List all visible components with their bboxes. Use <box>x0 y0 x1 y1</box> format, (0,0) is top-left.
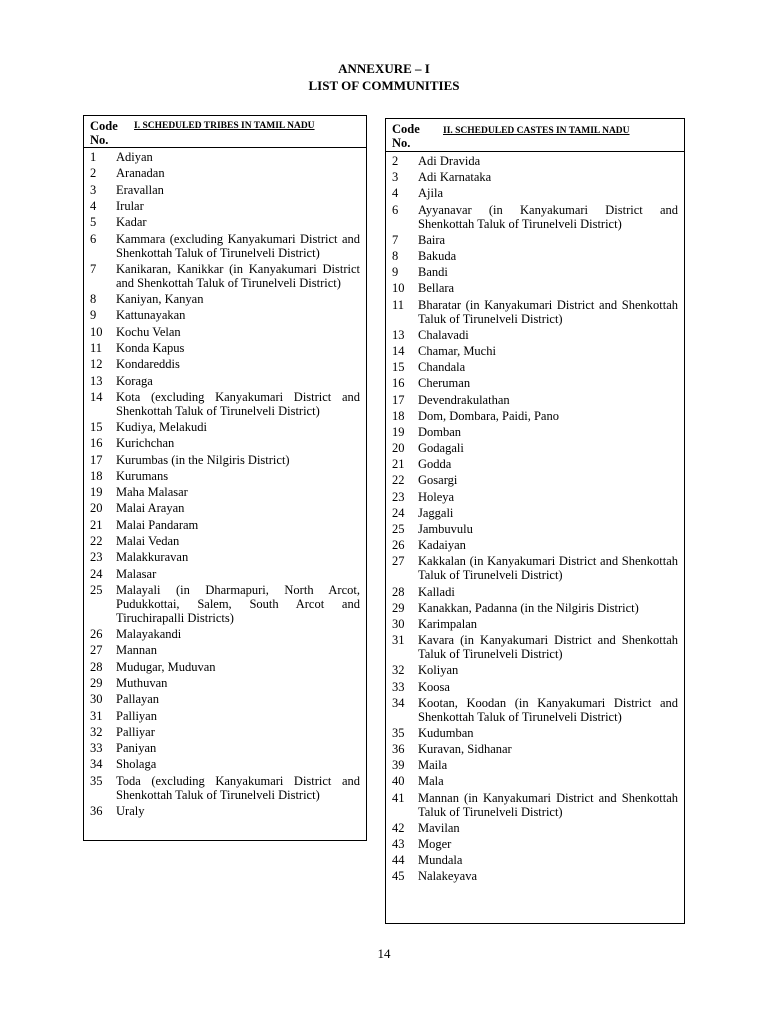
table-row <box>386 456 684 472</box>
code-cell: 17 <box>392 392 405 407</box>
community-name-cell: Malai Arayan <box>116 501 185 516</box>
community-name-cell: Mavilan <box>418 820 460 835</box>
table-row <box>84 340 366 356</box>
code-cell: 34 <box>90 757 103 772</box>
code-cell: 4 <box>392 186 399 201</box>
community-name-cell: Kaniyan, Kanyan <box>116 292 204 307</box>
code-cell: 23 <box>392 489 405 504</box>
code-cell: 43 <box>392 837 405 852</box>
community-name-cell: Maila <box>418 758 448 773</box>
table-row <box>386 741 684 757</box>
table-row <box>386 616 684 632</box>
code-cell: 23 <box>90 550 103 565</box>
community-name-cell: Kota (excluding Kanyakumari District and Shenkottah Taluk of Tirunelveli District) <box>116 389 360 418</box>
community-name-cell: Mundala <box>418 853 463 868</box>
community-name-cell: Mannan (in Kanyakumari District and Shenkottah Taluk of Tirunelveli District) <box>418 790 678 819</box>
table-header <box>386 119 684 152</box>
code-cell: 7 <box>90 261 97 276</box>
code-cell: 28 <box>392 584 405 599</box>
code-cell: 29 <box>392 600 405 615</box>
code-cell: 19 <box>392 424 405 439</box>
community-name-cell: Kalladi <box>418 584 455 599</box>
code-cell: 30 <box>392 616 405 631</box>
community-name-cell: Bellara <box>418 281 455 296</box>
code-cell: 12 <box>90 357 103 372</box>
code-cell: 15 <box>90 420 103 435</box>
community-name-cell: Moger <box>418 837 452 852</box>
table-row <box>84 198 366 214</box>
code-cell: 22 <box>90 534 103 549</box>
code-cell: 13 <box>392 327 405 342</box>
code-cell: 27 <box>90 643 103 658</box>
community-name-cell: Devendrakulathan <box>418 392 510 407</box>
code-cell: 42 <box>392 820 405 835</box>
code-cell: 41 <box>392 790 405 805</box>
code-cell: 30 <box>90 692 103 707</box>
table-body <box>386 152 684 885</box>
code-cell: 10 <box>392 281 405 296</box>
community-name-cell: Koliyan <box>418 663 459 678</box>
code-cell: 14 <box>392 343 405 358</box>
community-name-cell: Kammara (excluding Kanyakumari District and Shenkottah Taluk of Tirunelveli District) <box>116 231 360 260</box>
table-row <box>84 549 366 565</box>
code-cell: 34 <box>392 695 405 710</box>
table-row <box>84 372 366 388</box>
code-cell: 6 <box>90 231 97 246</box>
code-cell: 35 <box>392 725 405 740</box>
code-cell: 39 <box>392 758 405 773</box>
code-cell: 18 <box>392 408 405 423</box>
community-name-cell: Jambuvulu <box>418 522 473 537</box>
code-cell: 2 <box>90 166 97 181</box>
community-name-cell: Chandala <box>418 360 466 375</box>
code-cell: 16 <box>90 436 103 451</box>
code-cell: 36 <box>90 803 103 818</box>
code-cell: 3 <box>392 170 399 185</box>
community-name-cell: Malasar <box>116 566 157 581</box>
community-name-cell: Adi Karnataka <box>418 170 492 185</box>
table-row <box>84 691 366 707</box>
table-row <box>84 214 366 230</box>
community-name-cell: Pallayan <box>116 692 160 707</box>
code-cell: 36 <box>392 742 405 757</box>
table-row <box>84 261 366 291</box>
annexure-heading: ANNEXURE – I <box>338 61 430 76</box>
code-cell: 25 <box>90 582 103 597</box>
community-name-cell: Malai Vedan <box>116 534 180 549</box>
community-name-cell: Maha Malasar <box>116 485 188 500</box>
code-cell: 6 <box>392 202 399 217</box>
table-row <box>386 489 684 505</box>
community-name-cell: Kanakkan, Padanna (in the Nilgiris District) <box>418 600 639 615</box>
table-row <box>84 582 366 626</box>
table-row <box>386 820 684 836</box>
code-cell: 44 <box>392 853 405 868</box>
table-row <box>386 424 684 440</box>
code-cell: 24 <box>90 566 103 581</box>
code-cell: 32 <box>392 663 405 678</box>
table-row <box>84 517 366 533</box>
table-row <box>386 632 684 662</box>
table-row <box>386 375 684 391</box>
table-row <box>84 419 366 435</box>
code-cell: 26 <box>90 627 103 642</box>
table-row <box>84 533 366 549</box>
code-column-header: Code No. <box>90 119 118 147</box>
code-cell: 21 <box>392 457 405 472</box>
community-name-cell: Ayyanavar (in Kanyakumari District and Shenkottah Taluk of Tirunelveli District) <box>418 202 678 231</box>
community-name-cell: Karimpalan <box>418 616 478 631</box>
table-row <box>386 248 684 264</box>
code-cell: 45 <box>392 869 405 884</box>
code-column-header: Code No. <box>392 122 420 150</box>
table-row <box>386 505 684 521</box>
table-row <box>84 642 366 658</box>
code-cell: 21 <box>90 517 103 532</box>
table-row <box>386 790 684 820</box>
community-name-cell: Eravallan <box>116 182 164 197</box>
community-name-cell: Kuravan, Sidhanar <box>418 742 512 757</box>
community-name-cell: Muthuvan <box>116 676 168 691</box>
code-cell: 19 <box>90 485 103 500</box>
community-name-cell: Aranadan <box>116 166 165 181</box>
code-cell: 33 <box>90 741 103 756</box>
community-name-cell: Irular <box>116 198 144 213</box>
community-name-cell: Palliyan <box>116 708 157 723</box>
community-name-cell: Malai Pandaram <box>116 517 199 532</box>
code-cell: 2 <box>392 154 399 169</box>
community-name-cell: Paniyan <box>116 741 157 756</box>
table-row <box>386 584 684 600</box>
table-row <box>84 756 366 772</box>
community-name-cell: Kurumbas (in the Nilgiris District) <box>116 452 290 467</box>
community-name-cell: Koraga <box>116 373 153 388</box>
table-row <box>386 852 684 868</box>
table-row <box>84 773 366 803</box>
code-cell: 4 <box>90 198 97 213</box>
community-name-cell: Chalavadi <box>418 327 469 342</box>
section-title: I. SCHEDULED TRIBES IN TAMIL NADU <box>134 121 315 131</box>
code-cell: 16 <box>392 376 405 391</box>
table-row <box>84 182 366 198</box>
table-row <box>84 291 366 307</box>
table-row <box>386 757 684 773</box>
code-cell: 5 <box>90 215 97 230</box>
table-row <box>84 565 366 581</box>
code-cell: 18 <box>90 468 103 483</box>
scheduled-tribes-table <box>83 115 367 841</box>
table-row <box>386 169 684 185</box>
table-row <box>84 724 366 740</box>
community-name-cell: Gosargi <box>418 473 458 488</box>
table-row <box>84 707 366 723</box>
community-name-cell: Jaggali <box>418 505 454 520</box>
table-row <box>386 327 684 343</box>
community-name-cell: Palliyar <box>116 724 155 739</box>
code-cell: 8 <box>90 292 97 307</box>
code-cell: 11 <box>392 297 405 312</box>
table-row <box>386 521 684 537</box>
code-cell: 28 <box>90 659 103 674</box>
table-row <box>386 695 684 725</box>
community-name-cell: Dom, Dombara, Paidi, Pano <box>418 408 559 423</box>
community-name-cell: Kavara (in Kanyakumari District and Shenkottah Taluk of Tirunelveli District) <box>418 633 678 662</box>
code-cell: 11 <box>90 340 103 355</box>
section-title: II. SCHEDULED CASTES IN TAMIL NADU <box>443 126 630 136</box>
code-cell: 31 <box>90 708 103 723</box>
table-row <box>386 391 684 407</box>
table-row <box>386 868 684 884</box>
community-name-cell: Holeya <box>418 489 455 504</box>
table-row <box>386 202 684 232</box>
table-row <box>84 803 366 819</box>
community-name-cell: Domban <box>418 424 462 439</box>
code-cell: 25 <box>392 522 405 537</box>
table-row <box>386 773 684 789</box>
table-row <box>386 408 684 424</box>
code-cell: 27 <box>392 554 405 569</box>
table-row <box>84 149 366 165</box>
table-row <box>84 626 366 642</box>
code-cell: 1 <box>90 150 97 165</box>
community-name-cell: Adi Dravida <box>418 154 481 169</box>
table-row <box>84 307 366 323</box>
table-row <box>386 662 684 678</box>
table-row <box>84 324 366 340</box>
community-name-cell: Kurichchan <box>116 436 175 451</box>
page-number: 14 <box>377 946 391 961</box>
community-name-cell: Cheruman <box>418 376 471 391</box>
table-row <box>386 678 684 694</box>
community-name-cell: Kakkalan (in Kanyakumari District and Shenkottah Taluk of Tirunelveli District) <box>418 554 678 583</box>
list-heading: LIST OF COMMUNITIES <box>308 78 460 93</box>
community-name-cell: Kattunayakan <box>116 308 186 323</box>
community-name-cell: Ajila <box>418 186 443 201</box>
community-name-cell: Mannan <box>116 643 157 658</box>
table-row <box>84 484 366 500</box>
community-name-cell: Baira <box>418 232 446 247</box>
table-row <box>386 472 684 488</box>
community-name-cell: Kochu Velan <box>116 324 181 339</box>
table-row <box>386 440 684 456</box>
code-cell: 9 <box>392 265 399 280</box>
community-name-cell: Kadaiyan <box>418 538 466 553</box>
table-row <box>386 600 684 616</box>
code-cell: 24 <box>392 505 405 520</box>
code-cell: 3 <box>90 182 97 197</box>
code-cell: 9 <box>90 308 97 323</box>
table-body <box>84 148 366 819</box>
code-cell: 32 <box>90 724 103 739</box>
code-cell: 33 <box>392 679 405 694</box>
community-name-cell: Mudugar, Muduvan <box>116 659 216 674</box>
table-row <box>84 500 366 516</box>
table-row <box>84 165 366 181</box>
table-row <box>386 264 684 280</box>
code-cell: 14 <box>90 389 103 404</box>
table-row <box>386 343 684 359</box>
community-name-cell: Uraly <box>116 803 145 818</box>
code-cell: 17 <box>90 452 103 467</box>
community-name-cell: Malayali (in Dharmapuri, North Arcot, Pudukkottai, Salem, South Arcot and Tiruchirapalli Districts) <box>116 582 360 625</box>
code-cell: 40 <box>392 774 405 789</box>
table-row <box>386 297 684 327</box>
table-row <box>84 468 366 484</box>
table-row <box>386 553 684 583</box>
code-cell: 29 <box>90 676 103 691</box>
code-cell: 13 <box>90 373 103 388</box>
community-name-cell: Mala <box>418 774 444 789</box>
table-row <box>386 537 684 553</box>
community-name-cell: Koosa <box>418 679 450 694</box>
code-cell: 10 <box>90 324 103 339</box>
community-name-cell: Bharatar (in Kanyakumari District and Shenkottah Taluk of Tirunelveli District) <box>418 297 678 326</box>
table-row <box>386 836 684 852</box>
table-row <box>84 230 366 260</box>
community-name-cell: Kondareddis <box>116 357 180 372</box>
community-name-cell: Konda Kapus <box>116 340 185 355</box>
community-name-cell: Godda <box>418 457 452 472</box>
scheduled-castes-table <box>385 118 685 924</box>
community-name-cell: Bakuda <box>418 249 457 264</box>
code-cell: 15 <box>392 360 405 375</box>
community-name-cell: Kadar <box>116 215 147 230</box>
table-row <box>386 280 684 296</box>
community-name-cell: Kudiya, Melakudi <box>116 420 207 435</box>
code-cell: 20 <box>90 501 103 516</box>
community-name-cell: Adiyan <box>116 150 153 165</box>
table-row <box>84 435 366 451</box>
code-cell: 26 <box>392 538 405 553</box>
table-header <box>84 116 366 148</box>
code-cell: 31 <box>392 633 405 648</box>
community-name-cell: Malakkuravan <box>116 550 189 565</box>
community-name-cell: Toda (excluding Kanyakumari District and Shenkottah Taluk of Tirunelveli District) <box>116 773 360 802</box>
code-cell: 35 <box>90 773 103 788</box>
community-name-cell: Bandi <box>418 265 448 280</box>
table-row <box>84 659 366 675</box>
table-row <box>84 675 366 691</box>
code-cell: 7 <box>392 232 399 247</box>
community-name-cell: Kanikaran, Kanikkar (in Kanyakumari District and Shenkottah Taluk of Tirunelveli District) <box>116 261 360 290</box>
page-title <box>0 60 768 94</box>
table-row <box>84 389 366 419</box>
community-name-cell: Kurumans <box>116 468 169 483</box>
community-name-cell: Nalakeyava <box>418 869 477 884</box>
community-name-cell: Malayakandi <box>116 627 182 642</box>
community-name-cell: Sholaga <box>116 757 157 772</box>
community-name-cell: Godagali <box>418 441 464 456</box>
community-name-cell: Kootan, Koodan (in Kanyakumari District and Shenkottah Taluk of Tirunelveli District) <box>418 695 678 724</box>
table-row <box>386 359 684 375</box>
table-row <box>386 153 684 169</box>
table-row <box>84 452 366 468</box>
table-row <box>386 232 684 248</box>
code-cell: 8 <box>392 249 399 264</box>
table-row <box>84 356 366 372</box>
community-name-cell: Kudumban <box>418 725 474 740</box>
code-cell: 22 <box>392 473 405 488</box>
table-row <box>386 725 684 741</box>
table-row <box>386 185 684 201</box>
community-name-cell: Chamar, Muchi <box>418 343 496 358</box>
table-row <box>84 740 366 756</box>
code-cell: 20 <box>392 441 405 456</box>
